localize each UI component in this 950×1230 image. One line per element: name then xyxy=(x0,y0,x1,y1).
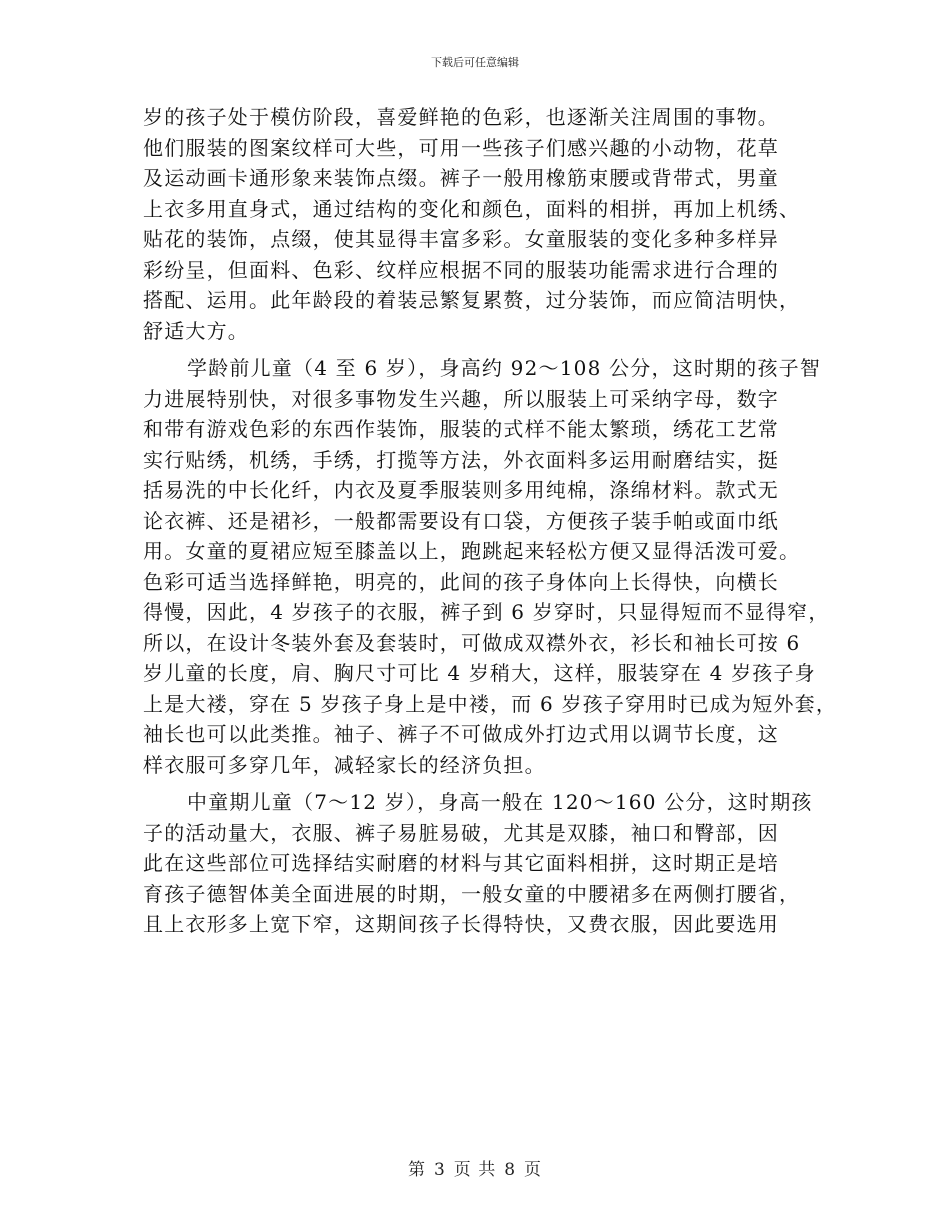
text-line: 及运动画卡通形象来装饰点缀。裤子一般用橡筋束腰或背带式，男童 xyxy=(143,166,779,190)
text-line: 实行贴绣，机绣，手绣，打揽等方法，外衣面料多运用耐磨结实，挺 xyxy=(143,447,779,472)
text-line: 贴花的装饰，点缀，使其显得丰富多彩。女童服装的变化多种多样异 xyxy=(143,227,779,251)
text-line: 此在这些部位可选择结实耐磨的材料与其它面料相拼，这时期正是培 xyxy=(143,851,779,875)
text-line: 搭配、运用。此年龄段的着装忌繁复累赘，过分装饰，而应简洁明快， xyxy=(143,288,801,312)
text-line: 他们服装的图案纹样可大些，可用一些孩子们感兴趣的小动物，花草 xyxy=(143,135,779,160)
paragraph-3 xyxy=(143,787,823,940)
text-line: 育孩子德智体美全面进展的时期，一般女童的中腰裙多在两侧打腰省， xyxy=(143,881,801,906)
document-body xyxy=(143,102,838,940)
text-line: 且上衣形多上宽下窄，这期间孩子长得特快，又费衣服，因此要选用 xyxy=(143,912,779,936)
text-line: 和带有游戏色彩的东西作装饰，服装的式样不能太繁琐，绣花工艺常 xyxy=(143,417,779,441)
text-line: 力进展特别快，对很多事物发生兴趣，所以服装上可采纳字母，数字 xyxy=(143,386,779,411)
paragraph-spacer xyxy=(143,780,823,787)
text-line: 学龄前儿童（4 至 6 岁），身高约 92～108 公分，这时期的孩子智 xyxy=(187,356,822,380)
page-header: 下载后可任意编辑 xyxy=(431,56,519,69)
footer-suffix: 页 xyxy=(524,1160,543,1180)
footer-middle: 页 共 xyxy=(453,1160,497,1180)
text-line: 上是大褛，穿在 5 岁孩子身上是中褛，而 6 岁孩子穿用时已成为短外套， xyxy=(143,691,838,716)
text-line: 子的活动量大，衣服、裤子易脏易破，尤其是双膝，袖口和臀部，因 xyxy=(143,820,779,845)
paragraph-spacer xyxy=(143,346,823,353)
text-line: 岁的孩子处于模仿阶段，喜爱鲜艳的色彩，也逐渐关注周围的事物。 xyxy=(143,105,779,129)
text-line: 上衣多用直身式，通过结构的变化和颜色，面料的相拼，再加上机绣、 xyxy=(143,196,801,221)
total-page-count: 8 xyxy=(504,1160,517,1180)
paragraph-1 xyxy=(143,102,823,346)
text-line: 舒适大方。 xyxy=(143,318,249,343)
text-line: 得慢，因此，4 岁孩子的衣服，裤子到 6 岁穿时，只显得短而不显得窄， xyxy=(143,600,830,624)
text-line: 所以，在设计冬装外套及套装时，可做成双襟外衣，衫长和袖长可按 6 xyxy=(143,630,801,655)
text-line: 岁儿童的长度，肩、胸尺寸可比 4 岁稍大，这样，服装穿在 4 岁孩子身 xyxy=(143,661,816,685)
paragraph-2 xyxy=(143,353,838,780)
text-line: 用。女童的夏裙应短至膝盖以上，跑跳起来轻松方便又显得活泼可爱。 xyxy=(143,539,801,563)
text-line: 色彩可适当选择鲜艳，明亮的，此间的孩子身体向上长得快，向横长 xyxy=(143,569,779,594)
text-line: 论衣裤、还是裙衫，一般都需要设有口袋，方便孩子装手帕或面巾纸 xyxy=(143,508,779,533)
text-line: 袖长也可以此类推。袖子、裤子不可做成外打边式用以调节长度，这 xyxy=(143,722,779,746)
text-line: 中童期儿童（7～12 岁），身高一般在 120～160 公分，这时期孩 xyxy=(187,790,813,814)
page-footer xyxy=(0,1155,950,1180)
footer-prefix: 第 xyxy=(407,1160,426,1180)
current-page-number: 3 xyxy=(433,1160,446,1180)
text-line: 彩纷呈，但面料、色彩、纹样应根据不同的服装功能需求进行合理的 xyxy=(143,257,779,282)
text-line: 括易洗的中长化纤，内衣及夏季服装则多用纯棉，涤绵材料。款式无 xyxy=(143,478,779,502)
text-line: 样衣服可多穿几年，减轻家长的经济负担。 xyxy=(143,752,546,777)
